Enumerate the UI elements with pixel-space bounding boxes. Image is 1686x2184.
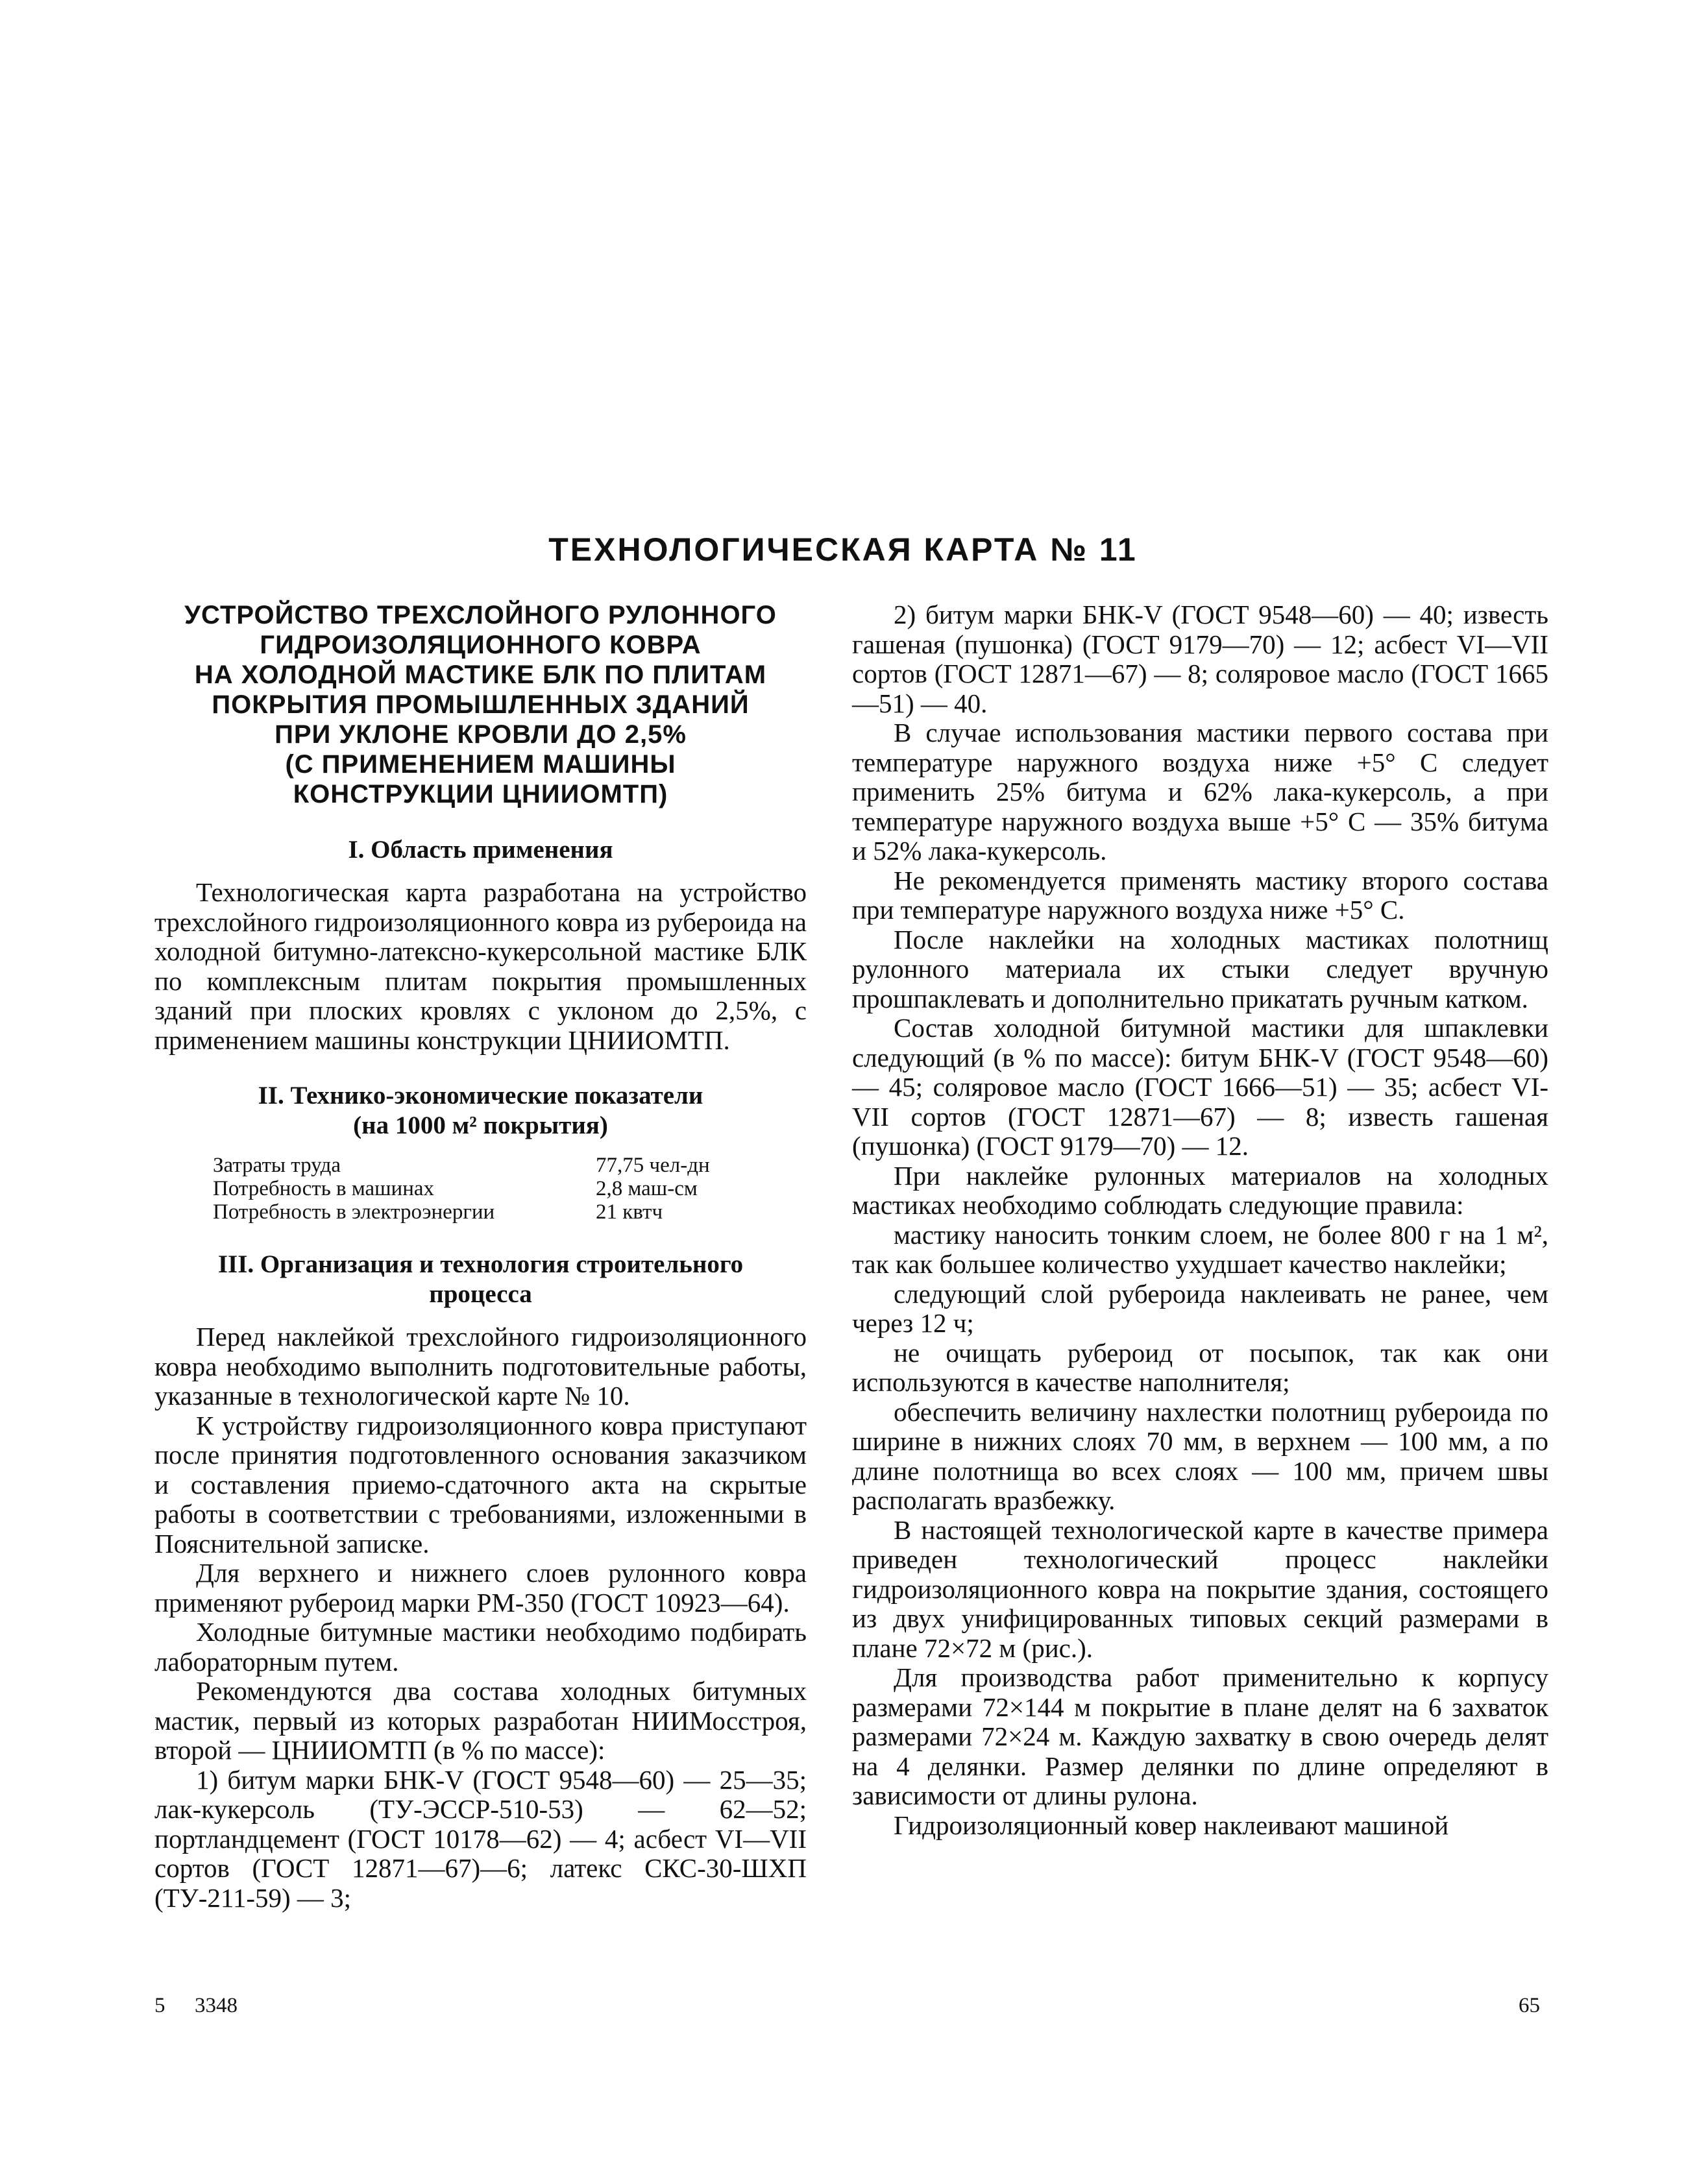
indicator-label: Потребность в машинах	[213, 1177, 435, 1200]
paragraph: Холодные битумные мастики необходимо подбирать лабораторным путем.	[154, 1617, 807, 1677]
paragraph: следующий слой рубероида наклеивать не ранее, чем через 12 ч;	[852, 1278, 1548, 1338]
indicator-row	[213, 1200, 807, 1224]
paragraph: не очищать рубероид от посыпок, так как они используются в качестве наполнителя;	[852, 1337, 1548, 1397]
paragraph: В настоящей технологической карте в качестве примера приведен технологический процесс наклейки гидроизоляционного ковра на покрытие здания, состоящего из двух унифицированных типовых секций размерами в плане 72×72 м (рис.).	[852, 1514, 1548, 1663]
subtitle-line: КОНСТРУКЦИИ ЦНИИОМТП)	[293, 780, 668, 808]
subtitle-line: УСТРОЙСТВО ТРЕХСЛОЙНОГО РУЛОННОГО	[184, 601, 777, 629]
page-title: ТЕХНОЛОГИЧЕСКАЯ КАРТА № 11	[548, 531, 1138, 568]
document-subtitle	[154, 600, 807, 809]
indicator-row	[213, 1177, 807, 1200]
paragraph: После наклейки на холодных мастиках полотнищ рулонного материала их стыки следует вручную прошпаклевать и дополнительно прикатать ручным катком.	[852, 924, 1548, 1013]
paragraph: Технологическая карта разработана на устройство трехслойного гидроизоляционного ковра из рубероида на холодной битумно-латексно-кукерсольной мастике БЛК по комплексным плитам покрытия промышленных зданий при плоских кровлях с уклоном до 2,5%, с применением машины конструкции ЦНИИОМТП.	[154, 877, 807, 1055]
section-heading-text: (на 1000 м² покрытия)	[353, 1111, 608, 1139]
paragraph: 1) битум марки БНК-V (ГОСТ 9548—60) — 25—35; лак-кукерсоль (ТУ-ЭССР-510-53) — 62—52; портландцемент (ГОСТ 10178—62) — 4; асбест VI—VII сортов (ГОСТ 12871—67)—6; латекс СКС-30-ШХП (ТУ-211-59) — 3;	[154, 1764, 807, 1913]
section-heading-scope	[154, 835, 807, 865]
indicator-value: 77,75 чел-дн	[596, 1154, 710, 1177]
paragraph: К устройству гидроизоляционного ковра приступают после принятия подготовленного основания заказчиком и составления приемо-сдаточного акта на скрытые работы в соответствии с требованиями, изложенными в Пояснительной записке.	[154, 1410, 807, 1559]
subtitle-line: (С ПРИМЕНЕНИЕМ МАШИНЫ	[285, 750, 676, 779]
paragraph: Состав холодной битумной мастики для шпаклевки следующий (в % по массе): битум БНК-V (ГОСТ 9548—60) — 45; соляровое масло (ГОСТ 1666—51) — 35; асбест VI-VII сортов (ГОСТ 12871—67) — 8; известь гашеная (пушонка) (ГОСТ 9179—70) — 12.	[852, 1013, 1548, 1161]
footer-sheet-number: 5	[154, 1994, 165, 2017]
indicator-value: 21 квтч	[596, 1200, 663, 1224]
subtitle-line: ГИДРОИЗОЛЯЦИОННОГО КОВРА	[260, 631, 702, 659]
indicator-row	[213, 1154, 807, 1177]
section-heading-text: процесса	[429, 1280, 532, 1308]
right-column	[852, 600, 1548, 1840]
footer-order-number: 3348	[195, 1994, 238, 2017]
paragraph: В случае использования мастики первого состава при температуре наружного воздуха ниже +5° С следует применить 25% битума и 62% лака-кукерсоль, а при температуре наружного воздуха выше +5° С — 35% битума и 52% лака-кукерсоль.	[852, 718, 1548, 866]
indicator-label: Затраты труда	[213, 1154, 341, 1177]
paragraph: Для производства работ применительно к корпусу размерами 72×144 м покрытие в плане делят на 6 захваток размерами 72×24 м. Каждую захватку в свою очередь делят на 4 делянки. Размер делянки по длине определяют в зависимости от длины рулона.	[852, 1662, 1548, 1810]
paragraph: мастику наносить тонким слоем, не более 800 г на 1 м², так как большее количество ухудшает качество наклейки;	[852, 1219, 1548, 1279]
subtitle-line: ПРИ УКЛОНЕ КРОВЛИ ДО 2,5%	[275, 720, 687, 749]
section-heading-text: II. Технико-экономические показатели	[258, 1082, 703, 1110]
indicators-table	[213, 1154, 807, 1224]
subtitle-line: ПОКРЫТИЯ ПРОМЫШЛЕННЫХ ЗДАНИЙ	[212, 690, 750, 719]
paragraph: Перед наклейкой трехслойного гидроизоляционного ковра необходимо выполнить подготовительные работы, указанные в технологической карте № 10.	[154, 1322, 807, 1411]
indicator-label: Потребность в электроэнергии	[213, 1200, 495, 1224]
paragraph: При наклейке рулонных материалов на холодных мастиках необходимо соблюдать следующие правила:	[852, 1160, 1548, 1220]
section-heading-text: I. Область применения	[348, 836, 613, 864]
subtitle-line: НА ХОЛОДНОЙ МАСТИКЕ БЛК ПО ПЛИТАМ	[194, 661, 767, 689]
paragraph: 2) битум марки БНК-V (ГОСТ 9548—60) — 40; известь гашеная (пушонка) (ГОСТ 9179—70) — 12; асбест VI—VII сортов (ГОСТ 12871—67) — 8; соляровое масло (ГОСТ 1665—51) — 40.	[852, 600, 1548, 718]
indicator-value: 2,8 маш-см	[596, 1177, 698, 1200]
paragraph: обеспечить величину нахлестки полотнищ рубероида по ширине в нижних слоях 70 мм, в верхнем — 100 мм, а по длине полотнища во всех слоях — 100 мм, причем швы располагать вразбежку.	[852, 1396, 1548, 1515]
paragraph: Рекомендуются два состава холодных битумных мастик, первый из которых разработан НИИМосстроя, второй — ЦНИИОМТП (в % по массе):	[154, 1676, 807, 1765]
paragraph: Для верхнего и нижнего слоев рулонного ковра применяют рубероид марки РМ-350 (ГОСТ 10923—64).	[154, 1558, 807, 1618]
paragraph: Не рекомендуется применять мастику второго состава при температуре наружного воздуха ниже +5° С.	[852, 865, 1548, 925]
left-column	[154, 600, 807, 1913]
page-number: 65	[1519, 1994, 1540, 2017]
section-heading-indicators	[154, 1081, 807, 1141]
section-heading-text: III. Организация и технология строительного	[217, 1250, 744, 1278]
paragraph: Гидроизоляционный ковер наклеивают машиной	[894, 1810, 1449, 1840]
section-heading-organization	[154, 1250, 807, 1309]
